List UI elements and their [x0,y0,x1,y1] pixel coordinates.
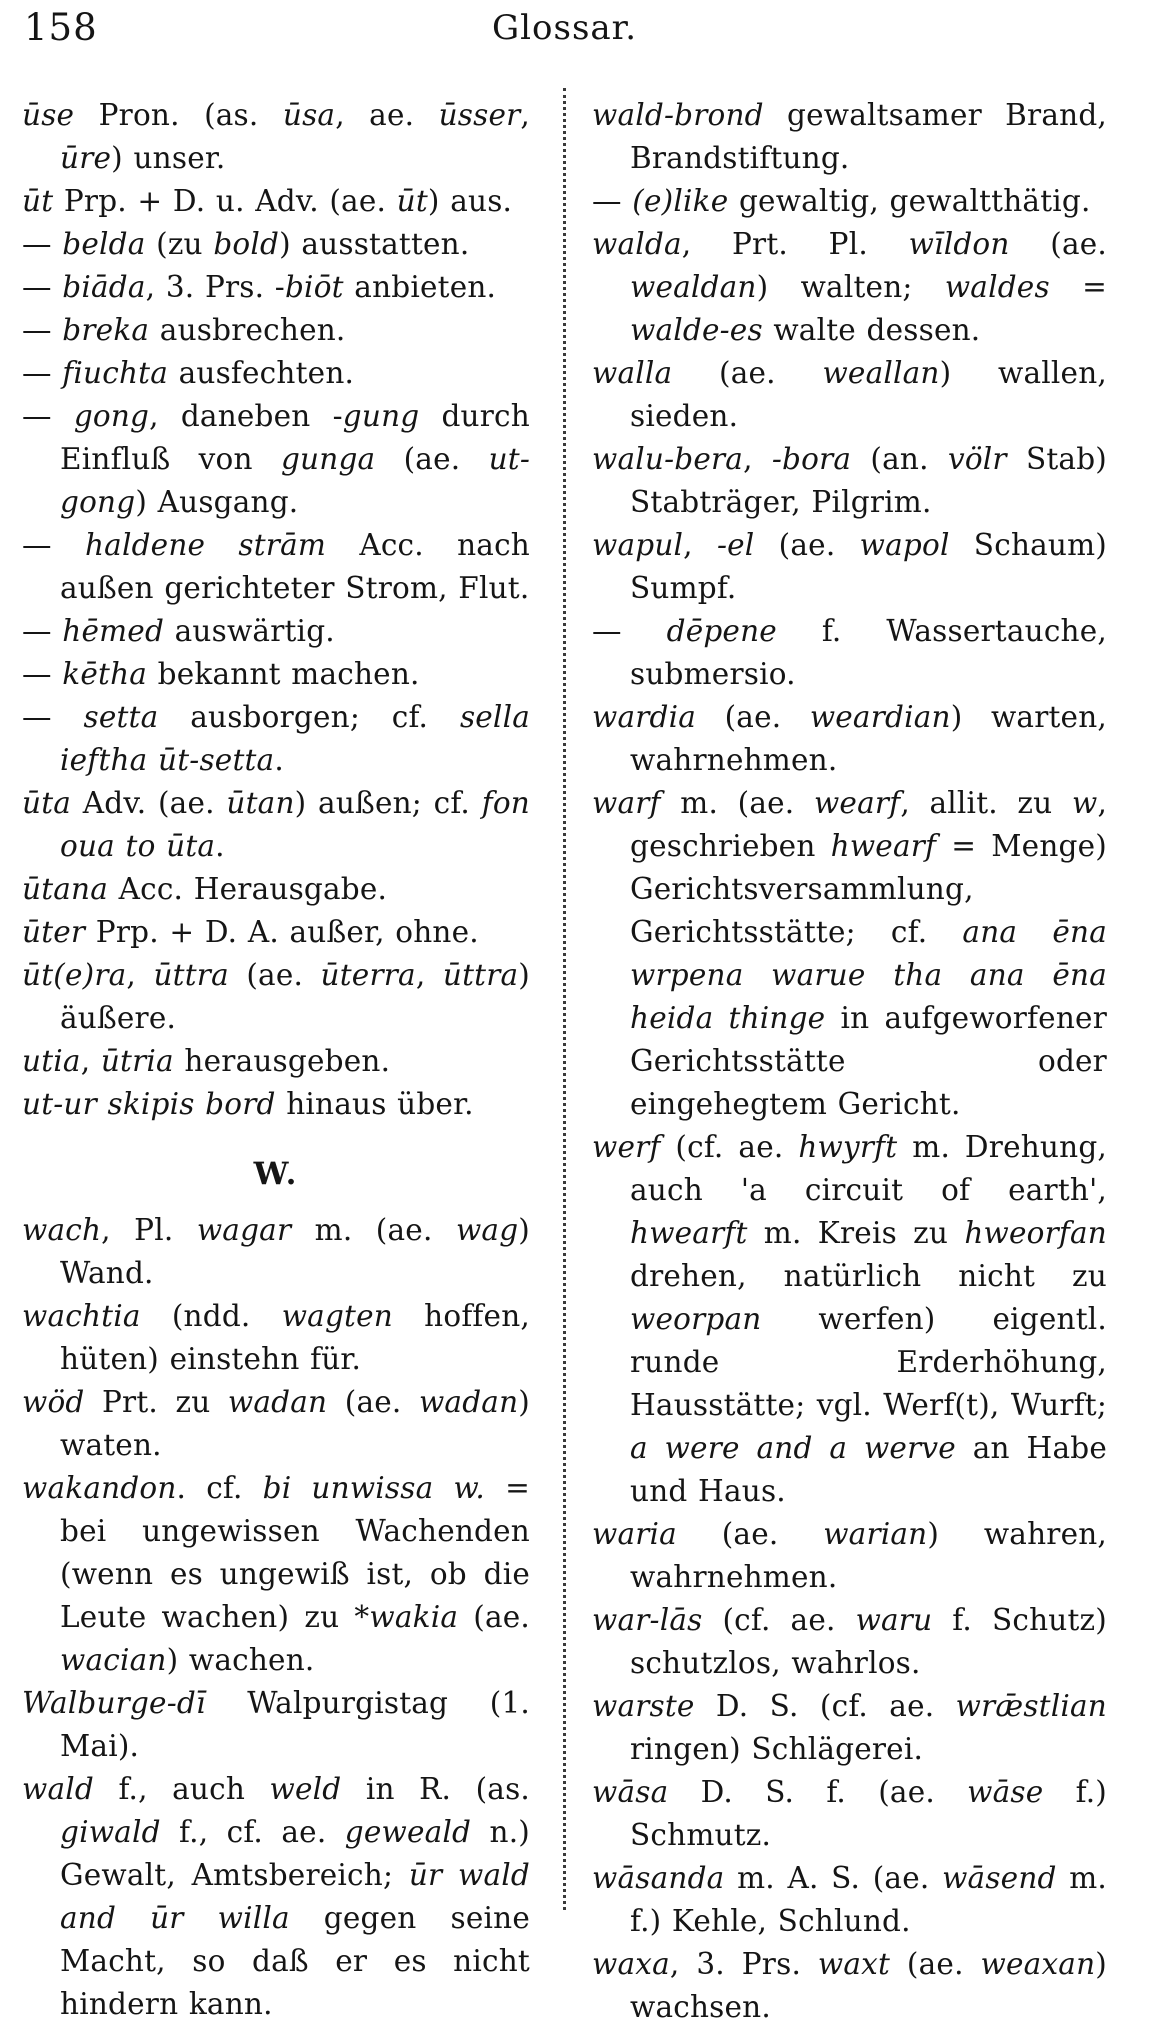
gloss-run: , Prt. Pl. [681,227,909,261]
headword-run: (e)like [632,184,729,218]
gloss-run: ringen) Schlägerei. [630,1732,924,1766]
gloss-run: . cf. [176,1471,263,1505]
headword-run: waldes [944,270,1050,304]
gloss-run: — [22,356,63,390]
gloss-run: m. f.) Kehle, Schlund. [630,1861,1108,1938]
gloss-run: in R. (as. [341,1772,530,1806]
headword-run: bi unwissa w. [262,1471,485,1505]
gloss-run: ) Ausgang. [135,485,299,519]
gloss-run: ) walten; [756,270,945,304]
gloss-run: (ae. [676,1517,824,1551]
headword-run: setta [83,700,159,734]
gloss-run: bekannt machen. [147,657,420,691]
dictionary-entry [592,610,1107,696]
gloss-run: Prp. + D. u. Adv. (ae. [53,184,397,218]
dictionary-entry [22,911,530,954]
dictionary-entry [22,1467,530,1682]
headword-run: wacian [60,1643,167,1677]
gloss-run: , 3. Prs. - [145,270,285,304]
gloss-run: , ae. [335,98,439,132]
gloss-run: ) wachsen. [630,1947,1107,2024]
gloss-run: — [22,614,63,648]
gloss-run: ausfechten. [168,356,355,390]
headword-run: ūttra [153,958,229,992]
gloss-run: anbieten. [343,270,497,304]
gloss-run: = Menge) Gerichtsversammlung, Gerichtsstätte; cf. [630,829,1107,949]
headword-run: -bora [771,442,852,476]
headword-run: völr [947,442,1007,476]
headword-run: wagar [196,1213,292,1247]
gloss-run: , geschrieben [630,786,1108,863]
dictionary-entry [592,696,1107,782]
gloss-run: , [683,528,717,562]
dictionary-entry [22,524,530,610]
dictionary-entry [22,395,530,524]
gloss-run: m. (ae. [660,786,814,820]
gloss-run: D. S. (cf. ae. [694,1689,956,1723]
gloss-run: , Pl. [101,1213,197,1247]
headword-run: ūtria [100,1044,174,1078]
headword-run: wagten [281,1299,393,1333]
headword-run: wach [22,1213,102,1247]
headword-run: ut-ur skipis bord [22,1087,276,1121]
headword-run: wadan [227,1385,328,1419]
dictionary-entry [592,438,1107,524]
headword-run: a were and a werve [630,1431,956,1465]
gloss-run: (cf. ae. [702,1603,856,1637]
headword-run: fon oua to ūta [60,786,530,863]
gloss-run: ) warten, wahrnehmen. [630,700,1107,777]
gloss-run: ) unser. [111,141,226,175]
headword-run: geweald [344,1815,472,1849]
headword-run: gunga [280,442,376,476]
gloss-run: Stab) Stabträger, Pilgrim. [630,442,1107,519]
dictionary-entry [592,223,1107,352]
headword-run: hwearf [830,829,937,863]
headword-run: wardia [592,700,697,734]
headword-run: ūsa [282,98,336,132]
gloss-run: f. Schutz) schutzlos, wahrlos. [630,1603,1107,1680]
gloss-run: . [215,829,225,863]
right-column [592,94,1107,2029]
headword-run: waru [855,1603,933,1637]
gloss-run: gewaltig, gewaltthätig. [728,184,1091,218]
headword-run: wakia [369,1600,459,1634]
dictionary-entry [592,94,1107,180]
dictionary-entry [592,524,1107,610]
gloss-run: , daneben - [149,399,343,433]
headword-run: ūse [22,98,75,132]
headword-run: kētha [62,657,148,691]
headword-run: ūttra [442,958,519,992]
gloss-run: , allit. zu [900,786,1072,820]
gloss-run: (cf. ae. [660,1130,799,1164]
gloss-run: = bei ungewissen Wachenden (wenn es ungewiß ist, ob die Leute wachen) zu * [60,1471,530,1634]
headword-run: biōt [284,270,344,304]
gloss-run: , [80,1044,101,1078]
headword-run: haldene strām [84,528,327,562]
gloss-run: . [274,743,284,777]
gloss-run: ) äußere. [60,958,531,1035]
headword-run: wīldon [908,227,1010,261]
headword-run: waxa [592,1947,670,1981]
headword-run: hweorfan [964,1216,1107,1250]
headword-run: walla [592,356,673,390]
gloss-run: ausborgen; cf. [158,700,460,734]
gloss-run: auswärtig. [164,614,335,648]
headword-run: weaxan [980,1947,1096,1981]
headword-run: gung [342,399,420,433]
headword-run: ūta [22,786,72,820]
gloss-run: Adv. (ae. [71,786,227,820]
headword-run: ūsser [438,98,521,132]
gloss-run: , [743,442,772,476]
gloss-run: ) waten. [60,1385,530,1462]
headword-run: wachtia [22,1299,141,1333]
dictionary-entry [22,1768,530,2026]
column-divider [563,88,566,1910]
headword-run: biāda [62,270,146,304]
gloss-run: f., auch [93,1772,270,1806]
gloss-run: — [22,313,63,347]
headword-run: ūr wald and ūr willa [60,1858,530,1935]
headword-run: wald-brond [592,98,764,132]
gloss-run: ) Wand. [60,1213,530,1290]
headword-run: wearf [813,786,901,820]
dictionary-entry [592,782,1107,1126]
headword-run: weardian [809,700,951,734]
gloss-run: (ae. [375,442,489,476]
headword-run: warian [823,1517,928,1551]
gloss-run: , [520,98,530,132]
dictionary-entry [592,1685,1107,1771]
headword-run: hwyrft [798,1130,898,1164]
dictionary-entry [22,653,530,696]
headword-run: wāsa [592,1775,669,1809]
gloss-run: D. S. f. (ae. [668,1775,968,1809]
gloss-run: (ae. [228,958,321,992]
headword-run: wāsanda [592,1861,725,1895]
headword-run: walu-bera [592,442,744,476]
dictionary-entry [592,1599,1107,1685]
dictionary-entry [22,1295,530,1381]
dictionary-entry [22,266,530,309]
gloss-run: (ae. [327,1385,419,1419]
headword-run: waria [592,1517,677,1551]
headword-run: hwearft [630,1216,748,1250]
headword-run: hēmed [62,614,165,648]
headword-run: fiuchta [62,356,168,390]
gloss-run: m. Kreis zu [747,1216,965,1250]
gloss-run: — [22,700,84,734]
gloss-run: (an. [851,442,948,476]
dictionary-entry [592,1857,1107,1943]
gloss-run: (ae. [696,700,810,734]
gloss-run: m. Drehung, auch 'a circuit of earth', [630,1130,1107,1207]
gloss-run: ausbrechen. [149,313,346,347]
gloss-run: Schaum) Sumpf. [630,528,1108,605]
gloss-run: hinaus über. [275,1087,474,1121]
headword-run: ūt [22,184,54,218]
gloss-run: drehen, natürlich nicht zu [630,1259,1107,1293]
gloss-run: ) wachen. [166,1643,315,1677]
gloss-run: durch Einfluß von [60,399,530,476]
headword-run: ūtana [22,872,109,906]
dictionary-entry [22,1040,530,1083]
headword-run: warste [592,1689,695,1723]
gloss-run: , 3. Prs. [669,1947,818,1981]
dictionary-entry [592,352,1107,438]
gloss-run: hoffen, hüten) einstehn für. [60,1299,530,1376]
gloss-run: ) aus. [427,184,513,218]
dictionary-entry [22,1209,530,1295]
gloss-run: Prp. + D. A. außer, ohne. [85,915,479,949]
dictionary-entry [592,1513,1107,1599]
gloss-run: gewaltsamer Brand, Brandstiftung. [630,98,1107,175]
dictionary-entry [22,1682,530,1768]
headword-run: dēpene [666,614,777,648]
dictionary-entry [22,610,530,653]
gloss-run: m. (ae. [291,1213,456,1247]
dictionary-entry [22,223,530,266]
dictionary-entry [22,696,530,782]
gloss-run: Walpurgistag (1. Mai). [60,1686,530,1763]
gloss-run: (ae. [458,1600,530,1634]
headword-run: weallan [822,356,940,390]
dictionary-entry [22,954,530,1040]
gloss-run: — [22,399,74,433]
left-column [22,94,530,2026]
gloss-run: f.) Schmutz. [630,1775,1107,1852]
gloss-run: ) wallen, sieden. [630,356,1107,433]
gloss-run: in aufgeworfener Gerichtsstätte oder eingehegtem Gericht. [630,1001,1107,1121]
gloss-run: Prt. zu [84,1385,228,1419]
headword-run: w [1071,786,1098,820]
dictionary-entry [22,1083,530,1126]
gloss-run: — [22,528,85,562]
gloss-run: f. Wassertauche, submersio. [630,614,1107,691]
headword-run: werf [592,1130,661,1164]
headword-run: -el [716,528,755,562]
gloss-run: (ae. [890,1947,981,1981]
gloss-run: n.) Gewalt, Amtsbereich; [60,1815,530,1892]
headword-run: ūtan [226,786,295,820]
dictionary-entry [22,868,530,911]
gloss-run: , [126,958,154,992]
dictionary-entry [22,352,530,395]
headword-run: sella ieftha ūt-setta [60,700,530,777]
headword-run: ūt(e)ra [22,958,127,992]
gloss-run: ) außen; cf. [294,786,482,820]
gloss-run: — [22,657,63,691]
headword-run: wapul [592,528,684,562]
headword-run: utia [22,1044,81,1078]
headword-run: belda [62,227,146,261]
dictionary-entry [22,1381,530,1467]
headword-run: wadan [418,1385,519,1419]
headword-run: ūt [396,184,428,218]
gloss-run: herausgeben. [173,1044,391,1078]
headword-run: breka [62,313,150,347]
headword-run: wald [22,1772,94,1806]
headword-run: wealdan [630,270,757,304]
headword-run: walde-es [630,313,763,347]
headword-run: ana ēna wrpena warue tha ana ēna heida thinge [630,915,1107,1035]
headword-run: weorpan [630,1302,762,1336]
dictionary-entry [22,180,530,223]
headword-run: Walburge-dī [22,1686,206,1720]
dictionary-entry [592,1771,1107,1857]
gloss-run: — [22,227,63,261]
headword-run: warf [592,786,661,820]
headword-run: wrǣstlian [955,1689,1107,1723]
gloss-run: ) ausstatten. [279,227,470,261]
headword-run: giwald [60,1815,161,1849]
gloss-run: Acc. Herausgabe. [108,872,388,906]
headword-run: weld [269,1772,342,1806]
gloss-run: , [415,958,443,992]
gloss-run: an Habe und Haus. [630,1431,1107,1508]
headword-run: ūterra [320,958,416,992]
gloss-run: — [592,184,633,218]
headword-run: walda [592,227,682,261]
dictionary-entry [592,1126,1107,1513]
page-number: 158 [24,6,98,49]
headword-run: wapol [859,528,950,562]
headword-run: wāsend [942,1861,1057,1895]
gloss-run: (ae. [1009,227,1107,261]
headword-run: ūter [22,915,86,949]
gloss-run: Acc. nach außen gerichteter Strom, Flut. [60,528,530,605]
gloss-run: = [1049,270,1108,304]
headword-run: wag [455,1213,519,1247]
gloss-run: f., cf. ae. [160,1815,345,1849]
gloss-run: walte dessen. [762,313,981,347]
dictionary-entry [592,180,1107,223]
running-title: Glossar. [492,8,637,48]
headword-run: wakandon [22,1471,177,1505]
gloss-run: — [22,270,63,304]
gloss-run: werfen) eigentl. runde Erderhöhung, Hausstätte; vgl. Werf(t), Wurft; [630,1302,1107,1422]
gloss-run: — [592,614,667,648]
gloss-run: ) wahren, wahrnehmen. [630,1517,1108,1594]
section-heading: W. [253,1156,299,1192]
gloss-run: (zu [145,227,214,261]
dictionary-entry [22,782,530,868]
headword-run: ut-gong [60,442,530,519]
headword-run: wöd [22,1385,85,1419]
headword-run: waxt [817,1947,891,1981]
gloss-run: m. A. S. (ae. [724,1861,943,1895]
gloss-run: gegen seine Macht, so daß er es nicht hindern kann. [60,1901,531,2021]
dictionary-entry [22,94,530,180]
headword-run: war-lās [592,1603,703,1637]
dictionary-entry [22,309,530,352]
gloss-run: (ae. [754,528,860,562]
gloss-run: (ae. [672,356,823,390]
headword-run: gong [73,399,150,433]
gloss-run: Pron. (as. [74,98,283,132]
headword-run: bold [213,227,280,261]
headword-run: wāse [967,1775,1044,1809]
headword-run: ūre [60,141,112,175]
gloss-run: (ndd. [140,1299,282,1333]
